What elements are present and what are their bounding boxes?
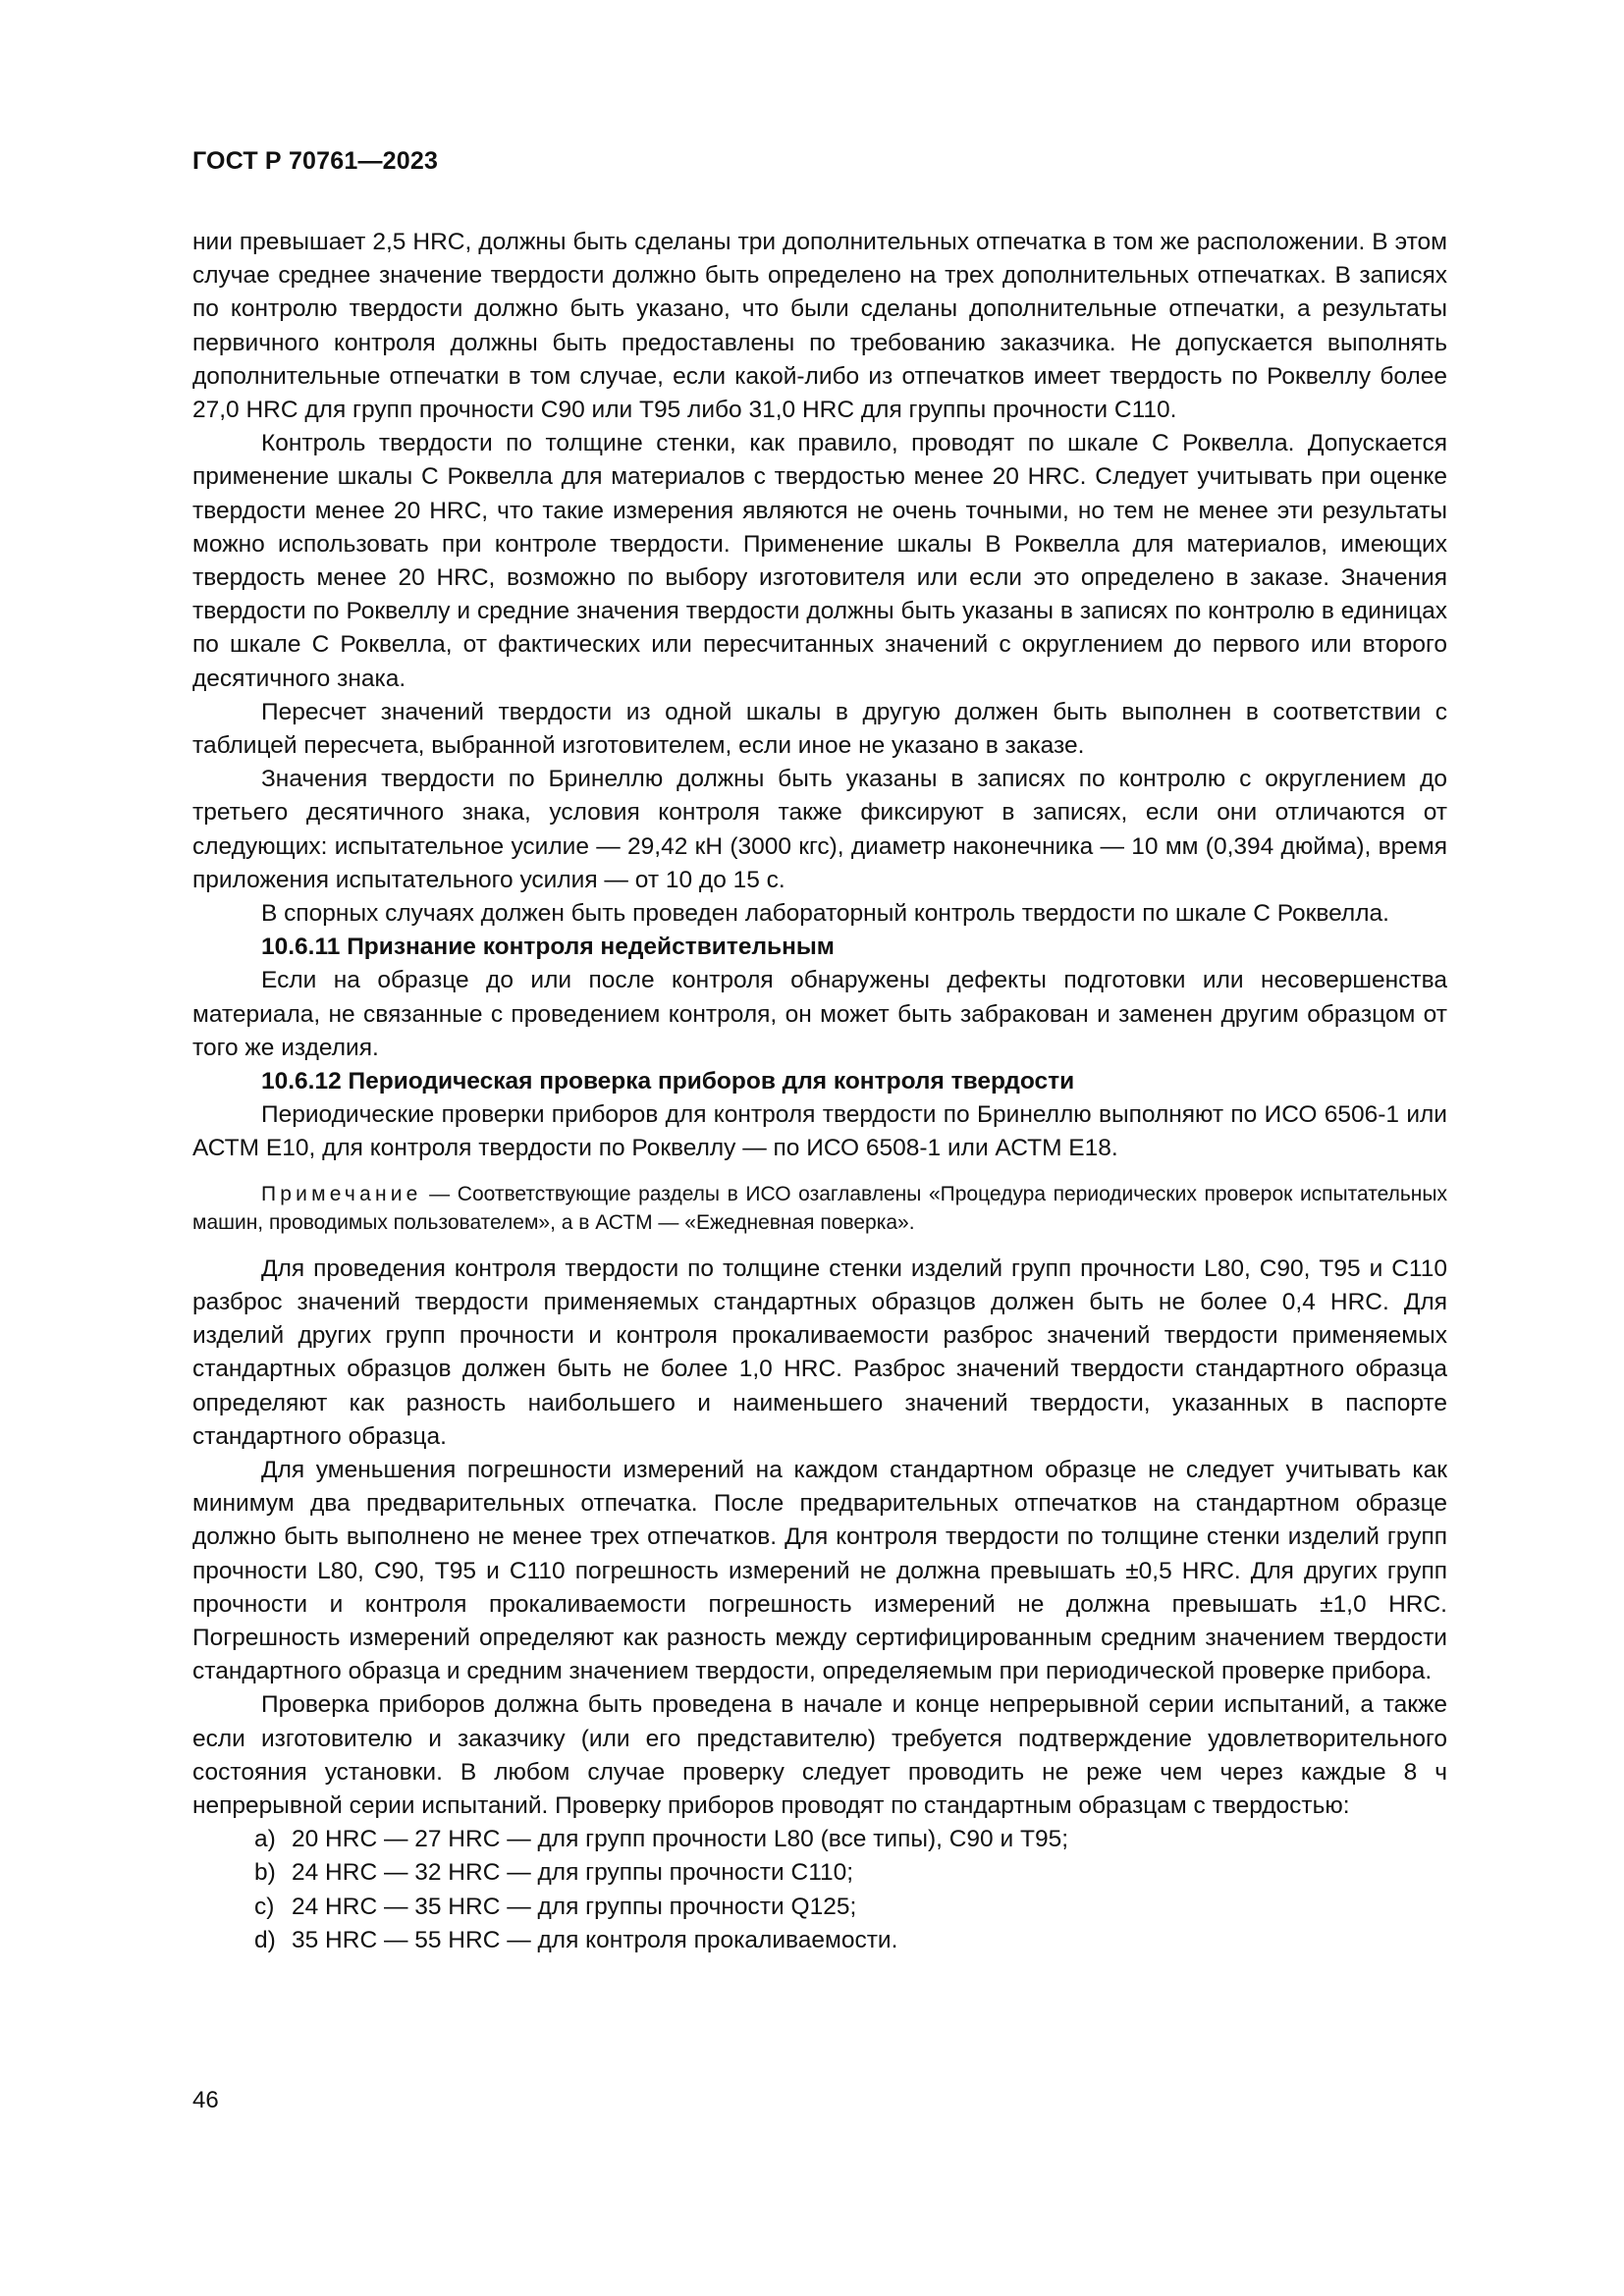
- paragraph: Пересчет значений твердости из одной шкалы в другую должен быть выполнен в соответствии с таблицей пересчета, выбранной изготовителем, если иное не указано в заказе.: [192, 698, 1447, 760]
- section-heading-10-6-11: 10.6.11 Признание контроля недействительным: [261, 934, 835, 961]
- list-item-text: 24 HRC — 32 HRC — для группы прочности С110;: [292, 1859, 854, 1887]
- list-item: [192, 1924, 1447, 1957]
- paragraph: Для проведения контроля твердости по толщине стенки изделий групп прочности L80, С90, Т95 и С110 разброс значений твердости применяемых стандартных образцов должен быть не более 0,4 HRC. Для изделий других групп прочности и контроля прокаливаемости разброс значений твердости применяемых стандартных образцов должен быть не более 1,0 HRC. Разброс значений твердости стандартного образца определяют как разность наибольшего и наименьшего значений твердости, указанных в паспорте стандартного образца.: [192, 1255, 1447, 1450]
- note-text: — Соответствующие разделы в ИСО озаглавлены «Процедура периодических проверок испытательных машин, проводимых пользователем», а в АСТМ — «Ежедневная поверка».: [192, 1182, 1447, 1234]
- paragraph: Если на образце до или после контроля обнаружены дефекты подготовки или несовершенства материала, не связанные с проведением контроля, он может быть забракован и заменен другим образцом от того же изделия.: [192, 967, 1447, 1061]
- list-marker: a): [254, 1826, 276, 1853]
- list-marker: c): [254, 1893, 275, 1920]
- document-header-code: ГОСТ Р 70761—2023: [192, 147, 439, 175]
- paragraph: Значения твердости по Бринеллю должны быть указаны в записях по контролю с округлением до третьего десятичного знака, условия контроля также фиксируют в записях, если они отличаются от следующих: испытательное усилие — 29,42 кН (3000 кгс), диаметр наконечника — 10 мм (0,394 дюйма), время приложения испытательного усилия — от 10 до 15 с.: [192, 766, 1447, 893]
- list-marker: d): [254, 1926, 276, 1953]
- list-item-text: 24 HRC — 35 HRC — для группы прочности Q125;: [292, 1893, 857, 1920]
- list-item-text: 35 HRC — 55 HRC — для контроля прокаливаемости.: [292, 1926, 898, 1953]
- paragraph-continuation: нии превышает 2,5 HRC, должны быть сделаны три дополнительных отпечатка в том же расположении. В этом случае среднее значение твердости должно быть определено на трех дополнительных отпечатках. В записях по контролю твердости должно быть указано, что были сделаны дополнительные отпечатки, а результаты первичного контроля должны быть предоставлены по требованию заказчика. Не допускается выполнять дополнительные отпечатки в том случае, если какой-либо из отпечатков имеет твердость по Роквеллу более 27,0 HRC для групп прочности С90 или Т95 либо 31,0 HRC для группы прочности С110.: [192, 229, 1447, 424]
- paragraph: Для уменьшения погрешности измерений на каждом стандартном образце не следует учитывать как минимум два предварительных отпечатка. После предварительных отпечатков на стандартном образце должно быть выполнено не менее трех отпечатков. Для контроля твердости по толщине стенки изделий групп прочности L80, С90, Т95 и С110 погрешность измерений не должна превышать ±0,5 HRC. Для других групп прочности и контроля прокаливаемости погрешность измерений не должна превышать ±1,0 HRC. Погрешность измерений определяют как разность между сертифицированным средним значением твердости стандартного образца и средним значением твердости, определяемым при периодической проверке прибора.: [192, 1456, 1447, 1685]
- list-item: [192, 1891, 1447, 1924]
- list-item: [192, 1823, 1447, 1856]
- list-item: [192, 1856, 1447, 1890]
- paragraph: Контроль твердости по толщине стенки, как правило, проводят по шкале С Роквелла. Допускается применение шкалы С Роквелла для материалов с твердостью менее 20 HRC. Следует учитывать при оценке твердости менее 20 HRC, что такие измерения являются не очень точными, но тем не менее эти результаты можно использовать при контроле твердости. Применение шкалы В Роквелла для материалов, имеющих твердость менее 20 HRC, возможно по выбору изготовителя или если это определено в заказе. Значения твердости по Роквеллу и средние значения твердости должны быть указаны в записях по контролю в единицах по шкале С Роквелла, от фактических или пересчитанных значений с округлением до первого или второго десятичного знака.: [192, 430, 1447, 692]
- paragraph: Проверка приборов должна быть проведена в начале и конце непрерывной серии испытаний, а также если изготовителю и заказчику (или его представителю) требуется подтверждение удовлетворительного состояния установки. В любом случае проверку следует проводить не реже чем через каждые 8 ч непрерывной серии испытаний. Проверку приборов проводят по стандартным образцам с твердостью:: [192, 1691, 1447, 1819]
- page-body: [192, 226, 1447, 1957]
- note-paragraph: [192, 1180, 1447, 1237]
- list-item-text: 20 HRC — 27 HRC — для групп прочности L80 (все типы), С90 и Т95;: [292, 1826, 1068, 1853]
- list-marker: b): [254, 1859, 276, 1887]
- note-label: Примечание: [261, 1182, 422, 1205]
- page-number: 46: [192, 2087, 219, 2113]
- section-heading-10-6-12: 10.6.12 Периодическая проверка приборов для контроля твердости: [261, 1068, 1075, 1095]
- paragraph: Периодические проверки приборов для контроля твердости по Бринеллю выполняют по ИСО 6506-1 или АСТМ Е10, для контроля твердости по Роквеллу — по ИСО 6508-1 или АСТМ Е18.: [192, 1101, 1447, 1162]
- hardness-range-list: [192, 1823, 1447, 1957]
- paragraph: В спорных случаях должен быть проведен лабораторный контроль твердости по шкале С Роквелла.: [261, 900, 1389, 928]
